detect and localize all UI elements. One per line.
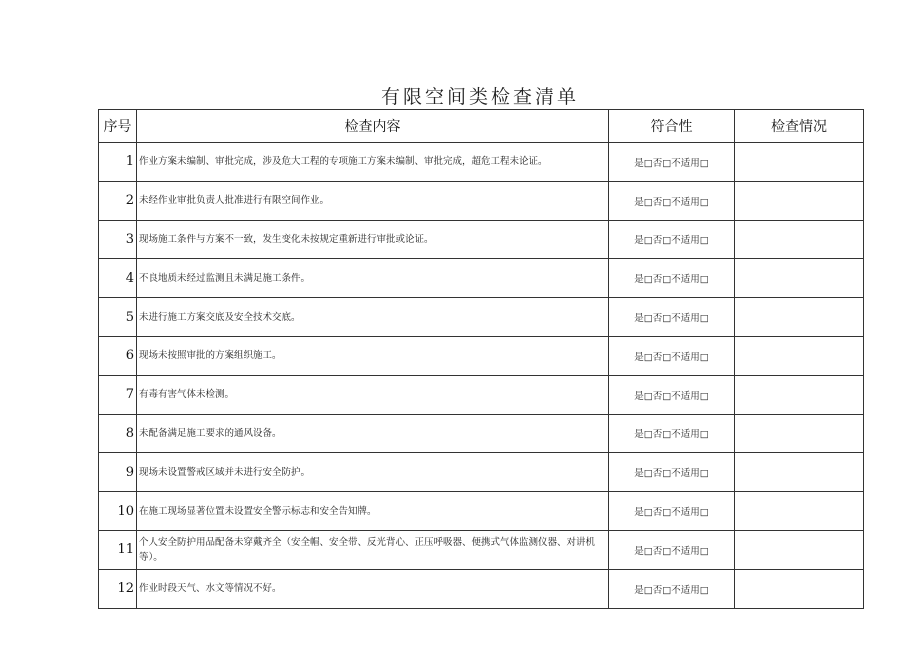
document-title: 有限空间类检查清单: [380, 86, 579, 108]
row-status[interactable]: [735, 143, 864, 182]
row-status[interactable]: [735, 375, 864, 414]
row-number: 9: [99, 453, 137, 492]
row-compliance[interactable]: 是□否□不适用□: [609, 530, 735, 569]
row-content: 现场未按照审批的方案组织施工。: [137, 336, 609, 375]
row-status[interactable]: [735, 220, 864, 259]
row-compliance[interactable]: 是□否□不适用□: [609, 336, 735, 375]
row-status[interactable]: [735, 492, 864, 531]
checklist-table: [98, 109, 864, 609]
table-row: [99, 220, 864, 259]
row-number: 4: [99, 259, 137, 298]
row-status[interactable]: [735, 453, 864, 492]
table-row: [99, 414, 864, 453]
row-number: 5: [99, 298, 137, 337]
table-row: [99, 569, 864, 608]
row-content: 不良地质未经过监测且未满足施工条件。: [137, 259, 609, 298]
table-header-row: [99, 110, 864, 143]
row-content: 未经作业审批负责人批准进行有限空间作业。: [137, 181, 609, 220]
row-compliance[interactable]: 是□否□不适用□: [609, 375, 735, 414]
row-number: 12: [99, 569, 137, 608]
row-content: 在施工现场显著位置未设置安全警示标志和安全告知牌。: [137, 492, 609, 531]
header-no: 序号: [99, 110, 137, 143]
row-content: 现场未设置警戒区域并未进行安全防护。: [137, 453, 609, 492]
table-row: [99, 336, 864, 375]
row-compliance[interactable]: 是□否□不适用□: [609, 414, 735, 453]
row-number: 8: [99, 414, 137, 453]
table-row: [99, 181, 864, 220]
row-status[interactable]: [735, 181, 864, 220]
row-status[interactable]: [735, 569, 864, 608]
row-content: 有毒有害气体未检测。: [137, 375, 609, 414]
row-compliance[interactable]: 是□否□不适用□: [609, 453, 735, 492]
table-row: [99, 375, 864, 414]
row-compliance[interactable]: 是□否□不适用□: [609, 181, 735, 220]
row-compliance[interactable]: 是□否□不适用□: [609, 492, 735, 531]
row-compliance[interactable]: 是□否□不适用□: [609, 569, 735, 608]
row-number: 6: [99, 336, 137, 375]
header-compliance: 符合性: [609, 110, 735, 143]
row-number: 7: [99, 375, 137, 414]
row-number: 2: [99, 181, 137, 220]
row-compliance[interactable]: 是□否□不适用□: [609, 220, 735, 259]
row-number: 11: [99, 530, 137, 569]
header-status: 检查情况: [735, 110, 864, 143]
header-content: 检查内容: [137, 110, 609, 143]
row-content: 作业时段天气、水文等情况不好。: [137, 569, 609, 608]
row-status[interactable]: [735, 259, 864, 298]
row-number: 3: [99, 220, 137, 259]
table-row: [99, 453, 864, 492]
row-status[interactable]: [735, 530, 864, 569]
row-status[interactable]: [735, 414, 864, 453]
row-number: 1: [99, 143, 137, 182]
row-number: 10: [99, 492, 137, 531]
row-status[interactable]: [735, 336, 864, 375]
row-content: 作业方案未编制、审批完成，涉及危大工程的专项施工方案未编制、审批完成，超危工程未论证。: [137, 143, 609, 182]
table-row: [99, 143, 864, 182]
row-content: 个人安全防护用品配备未穿戴齐全（安全帽、安全带、反光背心、正压呼吸器、便携式气体监测仪器、对讲机等）。: [137, 530, 609, 569]
table-row: [99, 259, 864, 298]
table-row: [99, 298, 864, 337]
row-compliance[interactable]: 是□否□不适用□: [609, 259, 735, 298]
row-status[interactable]: [735, 298, 864, 337]
row-compliance[interactable]: 是□否□不适用□: [609, 143, 735, 182]
table-row: [99, 492, 864, 531]
row-content: 未进行施工方案交底及安全技术交底。: [137, 298, 609, 337]
row-compliance[interactable]: 是□否□不适用□: [609, 298, 735, 337]
table-row: [99, 530, 864, 569]
row-content: 现场施工条件与方案不一致，发生变化未按规定重新进行审批或论证。: [137, 220, 609, 259]
row-content: 未配备满足施工要求的通风设备。: [137, 414, 609, 453]
